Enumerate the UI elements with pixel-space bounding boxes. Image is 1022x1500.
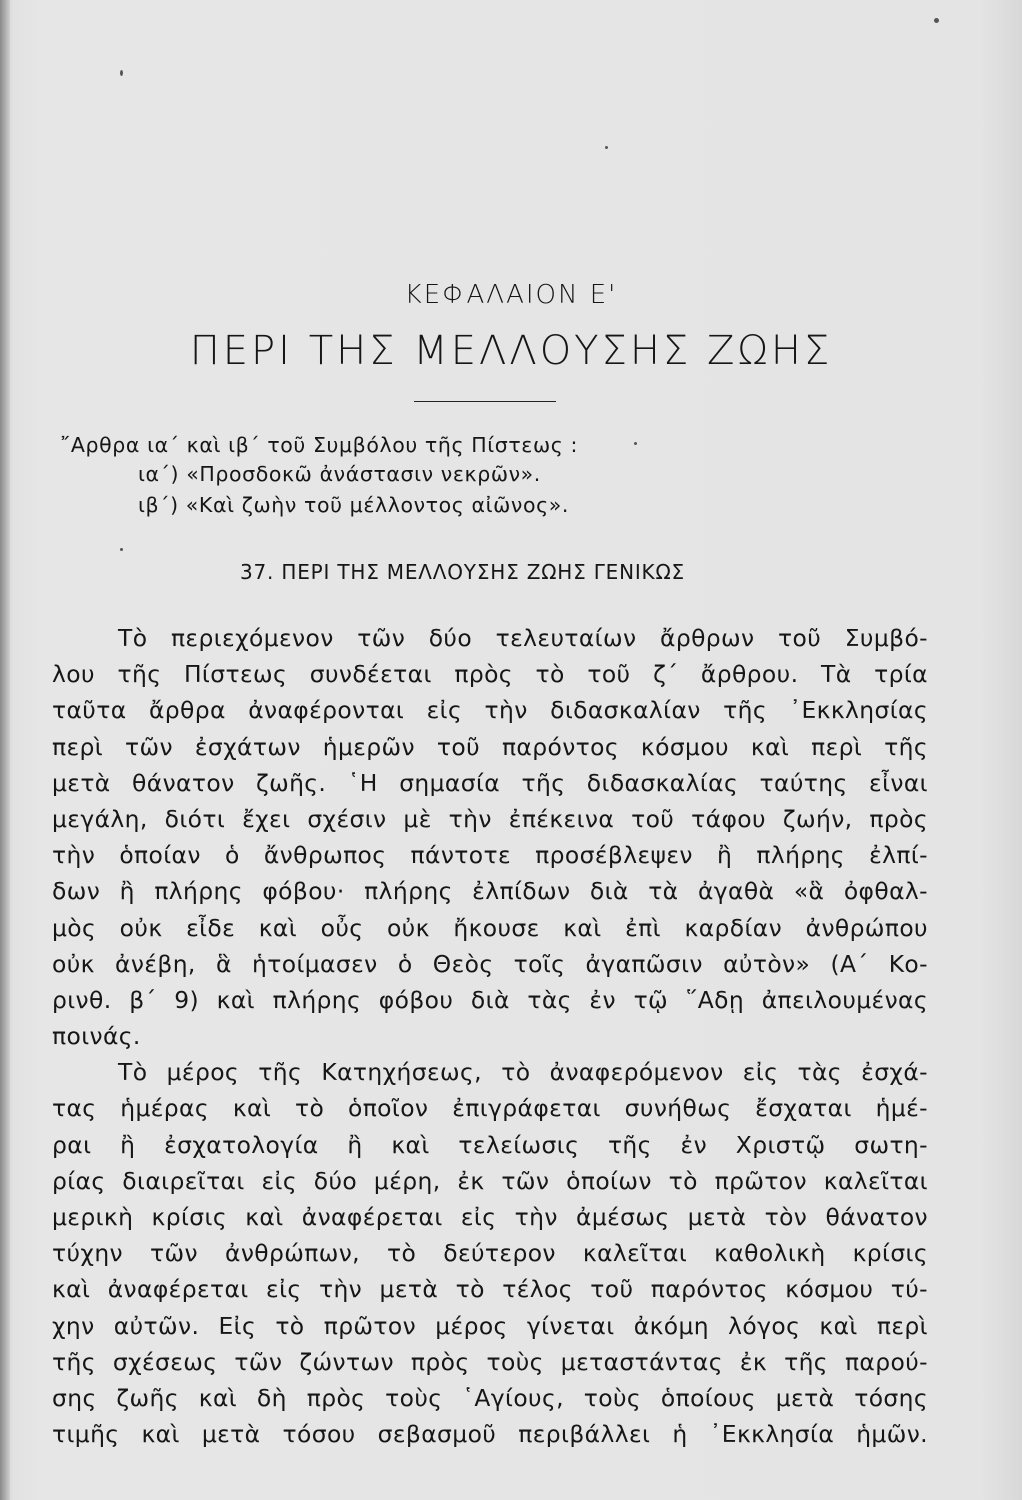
body-line: καὶ ἀναφέρεται εἰς τὴν μετὰ τὸ τέλος τοῦ παρόντος κόσμου τύ- — [52, 1275, 928, 1304]
body-line: ποινάς. — [52, 1022, 141, 1051]
body-line: ρίας διαιρεῖται εἰς δύο μέρη, ἐκ τῶν ὁποίων τὸ πρῶτον καλεῖται — [52, 1166, 928, 1195]
body-line: μερικὴ κρίσις καὶ ἀναφέρεται εἰς τὴν ἀμέσως μετὰ τὸν θάνατον — [52, 1203, 928, 1231]
print-speck — [605, 146, 608, 149]
body-line: δων ἢ πλήρης φόβου· πλήρης ἐλπίδων διὰ τὰ ἀγαθὰ «ἃ ὀφθαλ- — [52, 877, 928, 906]
print-speck — [934, 18, 939, 23]
body-line: τῆς σχέσεως τῶν ζώντων πρὸς τοὺς μεταστάντας ἐκ τῆς παρού- — [52, 1347, 928, 1376]
article-item: ια΄) «Προσδοκῶ ἀνάστασιν νεκρῶν». — [138, 462, 541, 486]
body-line: ραι ἢ ἐσχατολογία ἢ καὶ τελείωσις τῆς ἐν Χριστῷ σωτη- — [52, 1130, 928, 1159]
body-line: τας ἡμέρας καὶ τὸ ὁποῖον ἐπιγράφεται συνήθως ἔσχαται ἡμέ- — [52, 1094, 928, 1123]
body-line: χην αὐτῶν. Εἰς τὸ πρῶτον μέρος γίνεται ἀκόμη λόγος καὶ περὶ — [52, 1311, 928, 1340]
body-line: ταῦτα ἄρθρα ἀναφέρονται εἰς τὴν διδασκαλίαν τῆς ᾿Εκκλησίας — [52, 696, 928, 725]
body-line: τὴν ὁποίαν ὁ ἄνθρωπος πάντοτε προσέβλεψεν ἢ πλήρης ἐλπί- — [52, 841, 928, 870]
article-item: ιβ΄) «Καὶ ζωὴν τοῦ μέλλοντος αἰῶνος». — [138, 493, 569, 517]
body-line: μὸς οὐκ εἶδε καὶ οὖς οὐκ ἤκουσε καὶ ἐπὶ καρδίαν ἀνθρώπου — [52, 913, 928, 942]
body-line: τιμῆς καὶ μετὰ τόσου σεβασμοῦ περιβάλλει ἡ ᾿Εκκλησία ἡμῶν. — [52, 1420, 928, 1449]
print-speck — [120, 70, 123, 76]
body-line: μεγάλη, διότι ἔχει σχέσιν μὲ τὴν ἐπέκεινα τοῦ τάφου ζωήν, πρὸς — [52, 804, 928, 833]
body-line: σης ζωῆς καὶ δὴ πρὸς τοὺς ῾Αγίους, τοὺς ὁποίους μετὰ τόσης — [52, 1383, 928, 1412]
articles-intro: ῎Αρθρα ια΄ καὶ ιβ΄ τοῦ Συμβόλου τῆς Πίστεως : — [60, 433, 578, 457]
body-text — [52, 620, 928, 1452]
body-line: μετὰ θάνατον ζωῆς. ῾Η σημασία τῆς διδασκαλίας ταύτης εἶναι — [52, 768, 928, 797]
body-line: περὶ τῶν ἐσχάτων ἡμερῶν τοῦ παρόντος κόσμου καὶ περὶ τῆς — [52, 732, 928, 761]
body-line: οὐκ ἀνέβη, ἃ ἡτοίμασεν ὁ Θεὸς τοῖς ἀγαπῶσιν αὐτὸν» (Α΄ Κο- — [52, 949, 928, 978]
title-divider — [414, 401, 556, 402]
chapter-label: ΚΕΦΑΛΑΙΟΝ Ε' — [404, 280, 618, 310]
print-speck — [634, 442, 637, 445]
body-line: Τὸ μέρος τῆς Κατηχήσεως, τὸ ἀναφερόμενον εἰς τὰς ἐσχά- — [118, 1058, 928, 1087]
body-line: ρινθ. β΄ 9) καὶ πλήρης φόβου διὰ τὰς ἐν τῷ ῞Αδῃ ἀπειλουμένας — [52, 985, 928, 1014]
section-heading: 37. ΠΕΡΙ ΤΗΣ ΜΕΛΛΟΥΣΗΣ ΖΩΗΣ ΓΕΝΙΚΩΣ — [240, 560, 685, 584]
body-line: Τὸ περιεχόμενον τῶν δύο τελευταίων ἄρθρων τοῦ Συμβό- — [118, 624, 928, 652]
book-spine-shadow — [0, 0, 10, 1500]
chapter-title: ΠΕΡΙ ΤΗΣ ΜΕΛΛΟΥΣΗΣ ΖΩΗΣ — [189, 328, 833, 374]
body-line: λου τῆς Πίστεως συνδέεται πρὸς τὸ τοῦ ζ΄ ἄρθρου. Τὰ τρία — [52, 660, 928, 689]
print-speck — [120, 548, 123, 551]
body-line: τύχην τῶν ἀνθρώπων, τὸ δεύτερον καλεῖται καθολικὴ κρίσις — [52, 1239, 928, 1268]
